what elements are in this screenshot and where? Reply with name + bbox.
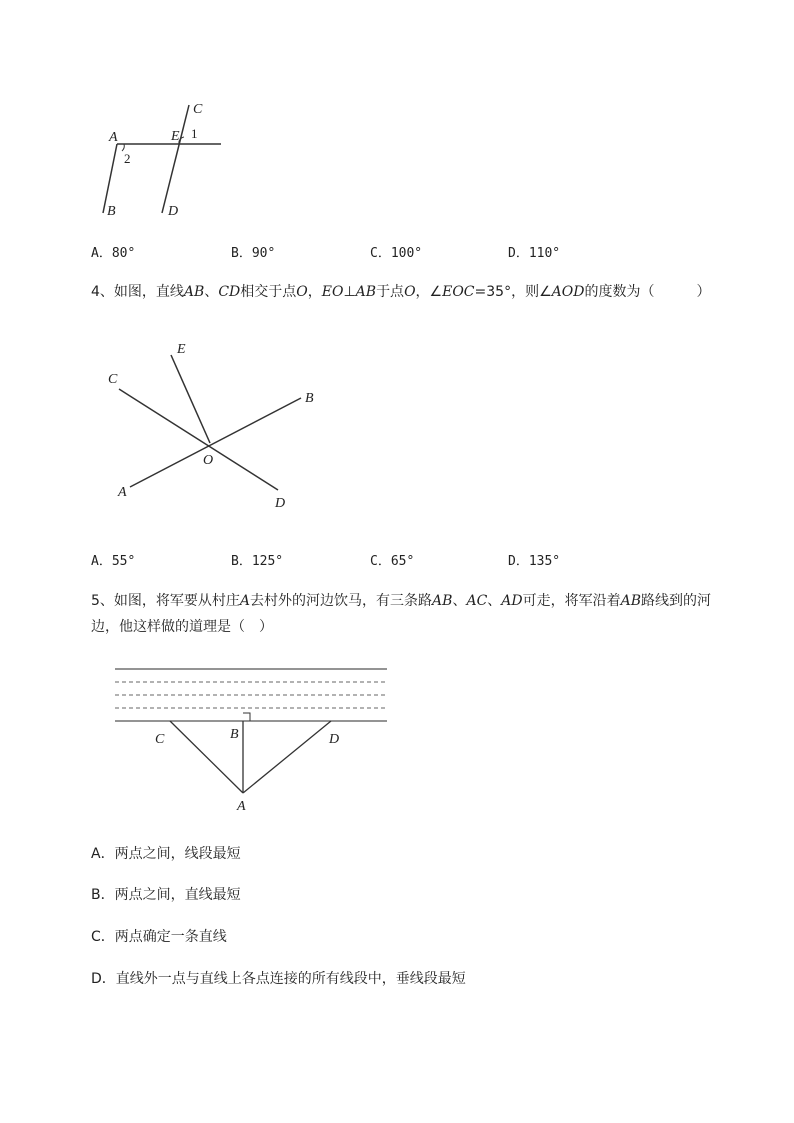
q5-question-text <box>91 588 741 640</box>
q4-figure <box>100 335 330 515</box>
q4-text-part: 的度数为（ ） <box>584 284 711 300</box>
option-letter: D． <box>508 554 529 569</box>
option-value: 65° <box>390 554 415 569</box>
q5-text-part: AC <box>466 593 488 609</box>
q4-option-a[interactable] <box>91 550 135 569</box>
q4-option-b[interactable] <box>231 550 283 569</box>
q5-figure <box>110 660 395 820</box>
ray-oe <box>171 355 210 443</box>
q5-text-part: AD <box>501 593 523 609</box>
option-letter: D． <box>508 246 529 261</box>
q5-answer-a[interactable]: A．两点之间，线段最短 <box>91 846 241 862</box>
q5-text-part: 、 <box>487 593 502 609</box>
q4-text-part: EO <box>321 284 344 300</box>
option-letter: B． <box>231 554 252 569</box>
option-value: 125° <box>251 554 284 569</box>
q3-option-b[interactable] <box>231 242 275 261</box>
label-b: B <box>305 391 314 406</box>
label-c: C <box>155 732 165 747</box>
question-number: 4、 <box>91 284 114 300</box>
label-a: A <box>118 485 127 500</box>
label-a: A <box>109 130 118 145</box>
q4-text-part: O <box>404 284 416 300</box>
q4-text-part: AB <box>183 284 205 300</box>
line-ab <box>103 144 117 213</box>
label-c: C <box>193 102 203 117</box>
q4-text-part: 相交于点 <box>240 284 297 300</box>
q4-text-part: AOD <box>551 284 585 300</box>
line-cd <box>119 389 278 490</box>
q3-option-a[interactable] <box>91 242 135 261</box>
q5-line-2: 边，他这样做的道理是（ ） <box>91 619 273 635</box>
option-letter: B． <box>231 246 252 261</box>
label-c: C <box>108 372 118 387</box>
label-e: E <box>171 129 180 144</box>
right-angle-mark <box>243 713 250 721</box>
q3-figure <box>95 95 235 225</box>
option-letter: A． <box>91 554 112 569</box>
line-ab <box>130 398 301 487</box>
option-letter: C． <box>370 246 391 261</box>
q4-text-part: 、 <box>204 284 219 300</box>
q5-text-part: AB <box>432 593 453 609</box>
q4-text-part: O <box>296 284 308 300</box>
label-d: D <box>275 496 286 511</box>
q4-text-part: ⊥ <box>343 284 356 300</box>
q4-question-text <box>91 279 741 305</box>
q4-text-part: EOC <box>442 284 475 300</box>
label-e: E <box>177 342 186 357</box>
q5-answer-d[interactable]: D．直线外一点与直线上各点连接的所有线段中，垂线段最短 <box>91 971 466 987</box>
q5-line-1 <box>91 588 741 614</box>
label-angle-2: 2 <box>124 151 131 166</box>
option-letter: A． <box>91 246 112 261</box>
label-b: B <box>107 204 116 219</box>
q5-text-part: 、 <box>452 593 467 609</box>
q3-option-d[interactable] <box>508 242 560 261</box>
q5-text-part: 如图，将军要从村庄 <box>113 593 240 609</box>
q4-text-part: ， <box>307 284 322 300</box>
option-value: 135° <box>528 554 561 569</box>
q5-text-part: A <box>239 593 251 609</box>
question-number: 5、 <box>91 593 114 609</box>
q4-text-part: =35°，则∠ <box>474 284 552 300</box>
label-d: D <box>329 732 340 747</box>
line-cd <box>162 105 189 213</box>
option-value: 80° <box>111 246 136 261</box>
option-value: 110° <box>528 246 561 261</box>
q5-answer-b[interactable]: B．两点之间，直线最短 <box>91 887 241 903</box>
option-letter: C． <box>370 554 391 569</box>
q5-text-part: 可走，将军沿着 <box>522 593 621 609</box>
segment-ad <box>243 721 331 793</box>
q4-text-part: AB <box>355 284 377 300</box>
q5-text-part: AB <box>620 593 642 609</box>
option-value: 55° <box>111 554 136 569</box>
option-value: 90° <box>251 246 276 261</box>
angle-2-arc <box>122 144 124 151</box>
label-o: O <box>203 453 214 468</box>
q4-text-part: 如图，直线 <box>113 284 184 300</box>
option-value: 100° <box>390 246 423 261</box>
q4-text-part: CD <box>218 284 241 300</box>
q5-answer-c[interactable]: C．两点确定一条直线 <box>91 929 227 945</box>
q4-option-c[interactable] <box>370 550 414 569</box>
q3-option-c[interactable] <box>370 242 422 261</box>
q5-text-part: 路线到的河 <box>641 593 712 609</box>
label-d: D <box>168 204 179 219</box>
q5-text-part: 去村外的河边饮马，有三条路 <box>250 593 433 609</box>
q4-option-d[interactable] <box>508 550 560 569</box>
label-a: A <box>237 799 246 814</box>
q4-text-part: ，∠ <box>415 284 443 300</box>
q4-text-part: 于点 <box>376 284 405 300</box>
label-b: B <box>230 727 239 742</box>
label-angle-1: 1 <box>191 126 198 141</box>
